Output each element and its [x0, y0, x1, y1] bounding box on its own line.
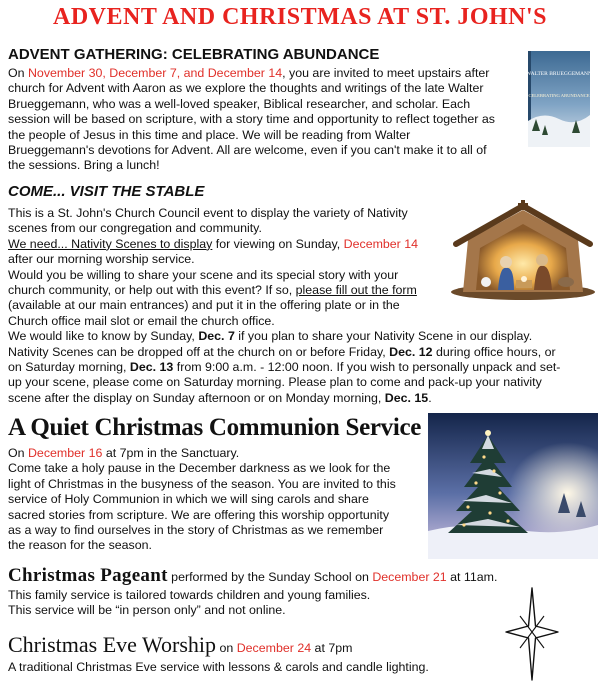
stable-line: up your scene, please come on Saturday morning. Please plan to come and pack-up your nativity: [8, 375, 542, 390]
eve-line: A traditional Christmas Eve service with lessons & carols and candle lighting.: [8, 660, 429, 674]
christmas-tree-image: [428, 413, 598, 559]
advent-dates: November 30, December 7, and December 14: [27, 66, 283, 80]
stable-line: Would you be willing to share your scene and its special story with your: [8, 267, 399, 282]
pageant-body: [8, 588, 488, 619]
advent-line: church for Advent with Aaron as we explore the thoughts and writings of the late Walter: [8, 81, 484, 96]
quiet-date: December 16: [27, 446, 103, 460]
advent-line: the sessions. Bring a lunch!: [8, 158, 160, 173]
stable-line: scenes from our congregation and community.: [8, 221, 262, 236]
nativity-image: [448, 200, 598, 300]
stable-date: December 14: [343, 236, 419, 251]
book-cover-image: [528, 51, 590, 147]
star-art: [504, 586, 560, 682]
stable-line: [8, 391, 598, 406]
advent-line-1: [8, 66, 518, 81]
eve-date: December 24: [236, 641, 312, 655]
pageant-line: This service will be “in person only” and not online.: [8, 603, 286, 618]
stable-line: [8, 329, 598, 344]
stable-text: on Saturday morning,: [8, 360, 130, 375]
stable-text: .: [428, 390, 432, 405]
stable-date-bold: Dec. 7: [198, 329, 235, 344]
eve-heading: Christmas Eve Worship: [8, 632, 217, 657]
advent-heading: ADVENT GATHERING: CELEBRATING ABUNDANCE: [8, 46, 380, 63]
quiet-line: as a way to find ourselves in the story of Christmas as we remember: [8, 523, 384, 538]
book-author: WALTER BRUEGGEMANN: [528, 71, 590, 77]
advent-text: On: [8, 66, 28, 80]
stable-line: after our morning worship service.: [8, 252, 195, 267]
advent-line: Brueggemann, who was a well-loved speaker, Biblical researcher, and scholar. Each: [8, 96, 471, 111]
eve-body: [8, 660, 508, 675]
pageant-line: This family service is tailored towards children and young families.: [8, 588, 371, 602]
quiet-line: Come take a holy pause in the December darkness as we look for the: [8, 461, 391, 476]
quiet-line: the reason for the season.: [8, 538, 152, 553]
quiet-line: light of Christmas in the busyness of the season. You are invited to this: [8, 476, 396, 491]
stable-date-bold: Dec. 15: [384, 390, 429, 405]
stable-date-bold: Dec. 12: [389, 344, 433, 359]
stable-need-text: We need... Nativity Scenes to display: [8, 236, 213, 251]
stable-line: [8, 360, 598, 375]
book-title: CELEBRATING ABUNDANCE: [528, 93, 590, 98]
stable-text: for viewing on Sunday,: [212, 236, 344, 251]
nativity-art: [448, 200, 598, 300]
advent-text: , you are invited to meet upstairs after: [282, 66, 490, 80]
pageant-heading: Christmas Pageant: [8, 565, 168, 586]
quiet-text: On: [8, 446, 28, 460]
stable-text: if you plan to share your Nativity Scene in our display.: [234, 329, 533, 344]
stable-line: This is a St. John's Church Council event to display the variety of Nativity: [8, 206, 408, 220]
advent-line: the people of Jesus in this time and place. We will be reading from Walter: [8, 127, 411, 142]
stable-date-bold: Dec. 13: [129, 360, 174, 375]
eve-text: at 7pm: [311, 641, 353, 655]
pageant-date: December 21: [372, 570, 447, 584]
christmas-tree-art: [428, 413, 598, 559]
eve-text: on: [216, 641, 237, 655]
stable-line: (available at our main entrances) and put it in the offering plate or in the: [8, 298, 400, 313]
advent-line: Brueggemann's devotions for Advent. All are welcome, even if you can't make it to all of: [8, 143, 487, 158]
quiet-line: service of Holy Communion in which we will sing carols and share: [8, 492, 369, 507]
eve-heading-line: [8, 632, 488, 661]
quiet-text: at 7pm in the Sanctuary.: [102, 446, 240, 460]
stable-text: during office hours, or: [432, 344, 556, 359]
form-link[interactable]: please fill out the form: [295, 283, 417, 298]
pageant-text: performed by the Sunday School on: [167, 570, 373, 584]
stable-line: Church office mail slot or email the church office.: [8, 313, 275, 328]
book-cover-art: [528, 51, 590, 147]
pageant-heading-line: [8, 565, 598, 588]
stable-heading: COME... VISIT THE STABLE: [8, 183, 205, 200]
stable-line: [8, 345, 598, 360]
stable-text: We would like to know by Sunday,: [8, 329, 199, 344]
page-title: ADVENT AND CHRISTMAS AT ST. JOHN'S: [53, 4, 547, 30]
advent-line: session will be based on scripture, with a story time and opportunity to reflect together as: [8, 112, 495, 127]
star-icon: [504, 586, 560, 682]
quiet-line: [8, 446, 418, 461]
pageant-text: at 11am.: [446, 570, 498, 584]
stable-text: scene after the display on Sunday afternoon or on Monday morning,: [8, 390, 385, 405]
quiet-line: sacred stories from scripture. We are offering this worship opportunity: [8, 507, 390, 522]
stable-text: from 9:00 a.m. - 12:00 noon. If you wish to personally unpack and set-: [173, 360, 561, 375]
advent-body: [8, 66, 518, 174]
quiet-heading: A Quiet Christmas Communion Service: [8, 414, 422, 441]
stable-text: Nativity Scenes can be dropped off at the church on or before Friday,: [8, 344, 390, 359]
stable-text: church community, or help out with this event? If so,: [8, 283, 296, 298]
quiet-body: [8, 446, 418, 554]
